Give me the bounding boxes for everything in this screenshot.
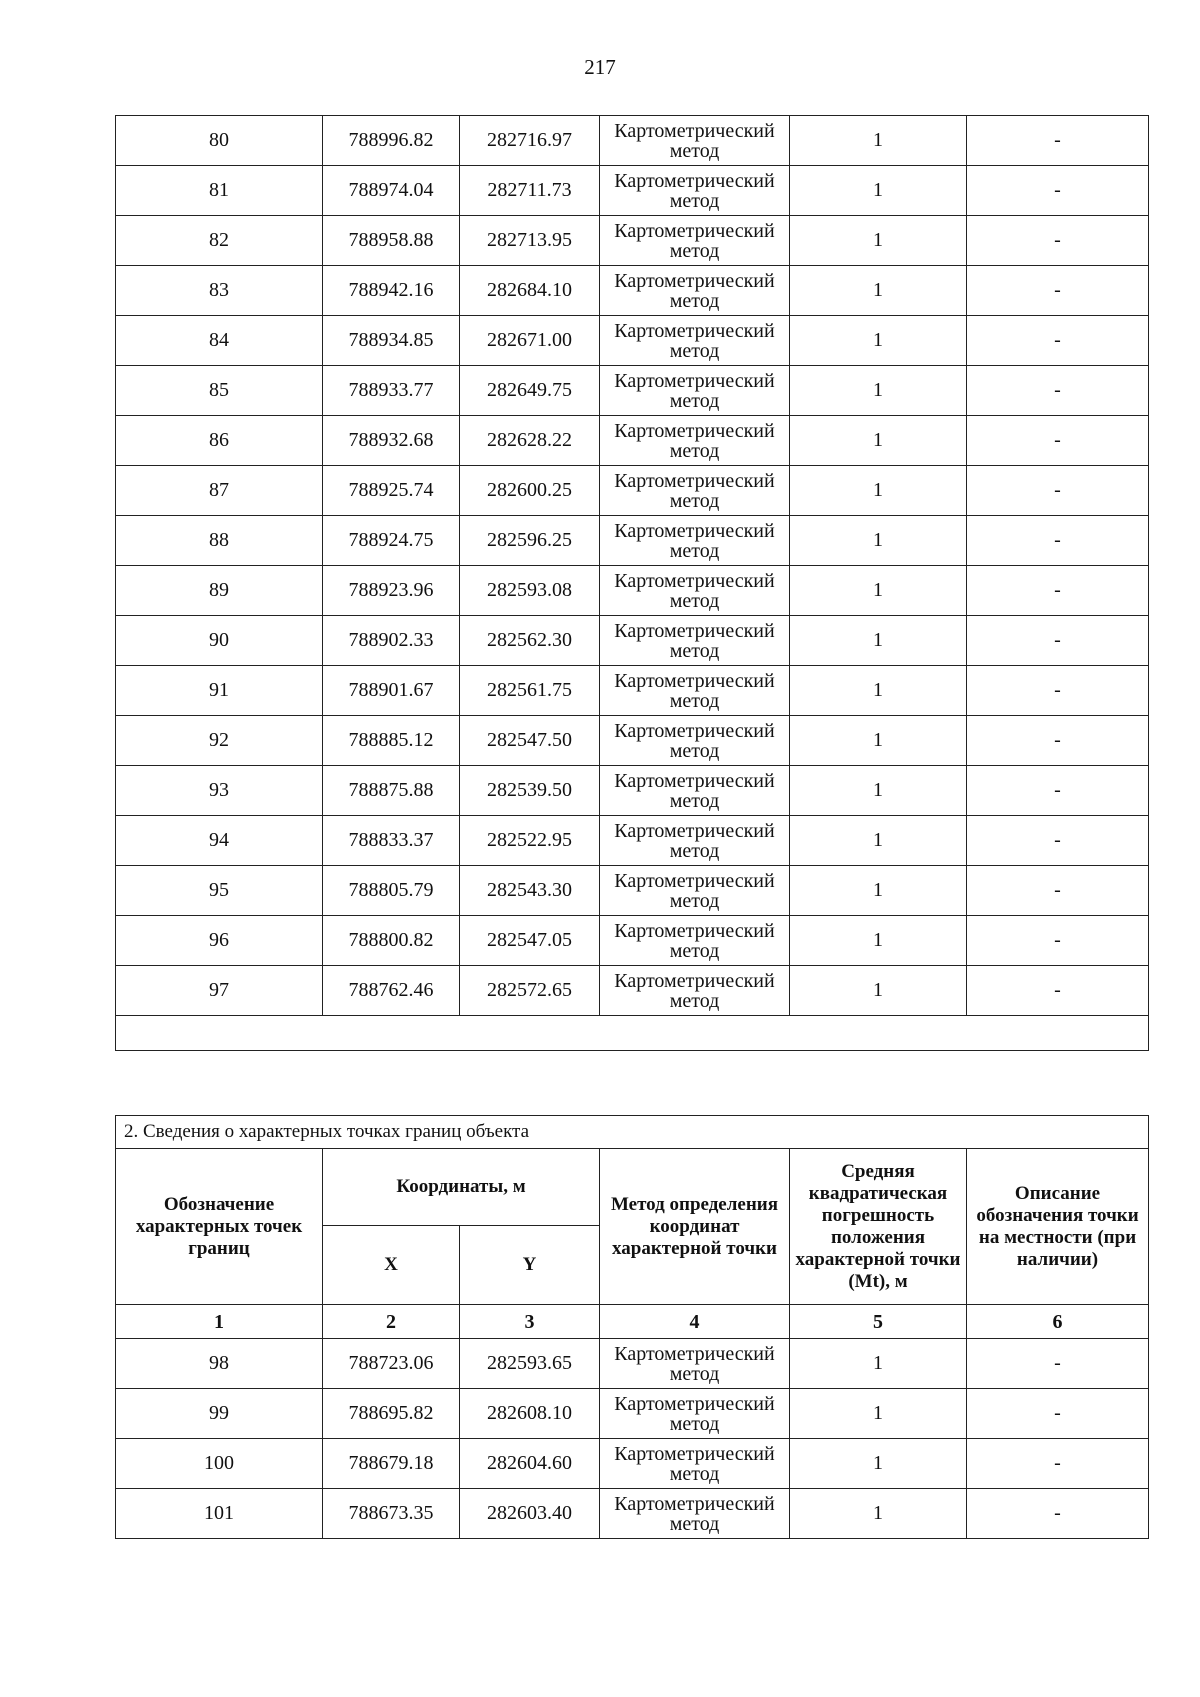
method-text-line: метод	[669, 189, 720, 212]
point-cell: 84	[116, 316, 323, 366]
description-cell: -	[967, 1439, 1149, 1489]
page-number: 217	[584, 55, 616, 79]
method-text-line: метод	[669, 789, 720, 812]
description-cell: -	[967, 716, 1149, 766]
x-coordinate-cell: 788695.82	[323, 1389, 460, 1439]
description-cell: -	[967, 616, 1149, 666]
table-row	[116, 266, 1149, 316]
x-coordinate-cell: 788974.04	[323, 166, 460, 216]
table-row	[116, 1439, 1149, 1489]
mean-error-cell: 1	[790, 616, 967, 666]
table-caption: 2. Сведения о характерных точках границ объекта	[116, 1116, 1149, 1149]
method-text-line: метод	[669, 1512, 720, 1535]
method-text-line: метод	[669, 539, 720, 562]
method-cell	[600, 966, 790, 1016]
method-cell	[600, 616, 790, 666]
method-cell	[600, 816, 790, 866]
header-y: Y	[460, 1226, 600, 1305]
method-text-line: метод	[669, 239, 720, 262]
header-coordinates: Координаты, м	[323, 1149, 600, 1226]
boundary-points-table-continued	[115, 115, 1149, 1051]
y-coordinate-cell: 282596.25	[460, 516, 600, 566]
y-coordinate-cell: 282543.30	[460, 866, 600, 916]
x-coordinate-cell: 788932.68	[323, 416, 460, 466]
y-coordinate-cell: 282593.08	[460, 566, 600, 616]
y-coordinate-cell: 282649.75	[460, 366, 600, 416]
mean-error-cell: 1	[790, 416, 967, 466]
table-row	[116, 1339, 1149, 1389]
method-cell	[600, 766, 790, 816]
method-text-line: Картометрический	[614, 419, 775, 442]
table-row	[116, 666, 1149, 716]
method-cell	[600, 566, 790, 616]
x-coordinate-cell: 788901.67	[323, 666, 460, 716]
description-cell: -	[967, 316, 1149, 366]
x-coordinate-cell: 788902.33	[323, 616, 460, 666]
table-row	[116, 1489, 1149, 1539]
method-text-line: Картометрический	[614, 219, 775, 242]
y-coordinate-cell: 282603.40	[460, 1489, 600, 1539]
point-cell: 94	[116, 816, 323, 866]
method-cell	[600, 666, 790, 716]
x-coordinate-cell: 788942.16	[323, 266, 460, 316]
table-row	[116, 966, 1149, 1016]
point-cell: 85	[116, 366, 323, 416]
point-cell: 97	[116, 966, 323, 1016]
description-cell: -	[967, 766, 1149, 816]
point-cell: 93	[116, 766, 323, 816]
method-text-line: Картометрический	[614, 919, 775, 942]
y-coordinate-cell: 282572.65	[460, 966, 600, 1016]
point-cell: 98	[116, 1339, 323, 1389]
method-cell	[600, 216, 790, 266]
header-mean-error: Средняя квадратическая погрешность положения характерной точки (Mt), м	[790, 1149, 967, 1305]
mean-error-cell: 1	[790, 216, 967, 266]
description-cell: -	[967, 1339, 1149, 1389]
mean-error-cell: 1	[790, 766, 967, 816]
method-text-line: Картометрический	[614, 969, 775, 992]
mean-error-cell: 1	[790, 716, 967, 766]
method-text-line: Картометрический	[614, 769, 775, 792]
header-point-designation: Обозначение характерных точек границ	[116, 1149, 323, 1305]
y-coordinate-cell: 282561.75	[460, 666, 600, 716]
method-text-line: метод	[669, 989, 720, 1012]
y-coordinate-cell: 282608.10	[460, 1389, 600, 1439]
method-text-line: Картометрический	[614, 569, 775, 592]
method-text-line: Картометрический	[614, 269, 775, 292]
point-cell: 100	[116, 1439, 323, 1489]
table-row	[116, 316, 1149, 366]
mean-error-cell: 1	[790, 966, 967, 1016]
header-description: Описание обозначения точки на местности (при наличии)	[967, 1149, 1149, 1305]
mean-error-cell: 1	[790, 566, 967, 616]
point-cell: 82	[116, 216, 323, 266]
method-text-line: Картометрический	[614, 669, 775, 692]
column-number: 6	[967, 1305, 1149, 1339]
x-coordinate-cell: 788925.74	[323, 466, 460, 516]
method-text-line: Картометрический	[614, 719, 775, 742]
x-coordinate-cell: 788833.37	[323, 816, 460, 866]
method-text-line: метод	[669, 589, 720, 612]
x-coordinate-cell: 788800.82	[323, 916, 460, 966]
method-cell	[600, 1439, 790, 1489]
y-coordinate-cell: 282547.05	[460, 916, 600, 966]
method-cell	[600, 1389, 790, 1439]
description-cell: -	[967, 466, 1149, 516]
description-cell: -	[967, 916, 1149, 966]
method-text-line: метод	[669, 1462, 720, 1485]
description-cell: -	[967, 666, 1149, 716]
table-row	[116, 116, 1149, 166]
table-row	[116, 866, 1149, 916]
point-cell: 83	[116, 266, 323, 316]
method-text-line: Картометрический	[614, 1342, 775, 1365]
table-body	[116, 116, 1149, 1016]
table-row	[116, 616, 1149, 666]
method-text-line: метод	[669, 339, 720, 362]
method-text-line: метод	[669, 739, 720, 762]
point-cell: 96	[116, 916, 323, 966]
y-coordinate-cell: 282716.97	[460, 116, 600, 166]
table-row	[116, 366, 1149, 416]
table-row	[116, 716, 1149, 766]
table-body	[116, 1339, 1149, 1539]
header-x: X	[323, 1226, 460, 1305]
x-coordinate-cell: 788924.75	[323, 516, 460, 566]
table-row	[116, 466, 1149, 516]
method-text-line: метод	[669, 889, 720, 912]
method-cell	[600, 916, 790, 966]
x-coordinate-cell: 788958.88	[323, 216, 460, 266]
method-text-line: метод	[669, 1362, 720, 1385]
mean-error-cell: 1	[790, 1389, 967, 1439]
y-coordinate-cell: 282539.50	[460, 766, 600, 816]
boundary-points-table	[115, 1115, 1149, 1539]
column-number: 4	[600, 1305, 790, 1339]
method-text-line: метод	[669, 139, 720, 162]
mean-error-cell: 1	[790, 666, 967, 716]
x-coordinate-cell: 788934.85	[323, 316, 460, 366]
method-cell	[600, 166, 790, 216]
method-text-line: метод	[669, 939, 720, 962]
mean-error-cell: 1	[790, 366, 967, 416]
method-text-line: Картометрический	[614, 1492, 775, 1515]
point-cell: 81	[116, 166, 323, 216]
method-text-line: Картометрический	[614, 1392, 775, 1415]
table-row	[116, 516, 1149, 566]
y-coordinate-cell: 282713.95	[460, 216, 600, 266]
mean-error-cell: 1	[790, 266, 967, 316]
method-text-line: метод	[669, 389, 720, 412]
empty-cell	[116, 1016, 1149, 1051]
column-number: 2	[323, 1305, 460, 1339]
point-cell: 88	[116, 516, 323, 566]
method-cell	[600, 1489, 790, 1539]
description-cell: -	[967, 566, 1149, 616]
mean-error-cell: 1	[790, 1489, 967, 1539]
y-coordinate-cell: 282593.65	[460, 1339, 600, 1389]
description-cell: -	[967, 1489, 1149, 1539]
method-text-line: метод	[669, 839, 720, 862]
description-cell: -	[967, 166, 1149, 216]
method-text-line: Картометрический	[614, 1442, 775, 1465]
table-row	[116, 1389, 1149, 1439]
column-number: 1	[116, 1305, 323, 1339]
mean-error-cell: 1	[790, 1439, 967, 1489]
method-cell	[600, 466, 790, 516]
mean-error-cell: 1	[790, 866, 967, 916]
method-text-line: Картометрический	[614, 819, 775, 842]
y-coordinate-cell: 282547.50	[460, 716, 600, 766]
x-coordinate-cell: 788679.18	[323, 1439, 460, 1489]
mean-error-cell: 1	[790, 1339, 967, 1389]
method-cell	[600, 366, 790, 416]
method-cell	[600, 116, 790, 166]
method-text-line: метод	[669, 689, 720, 712]
mean-error-cell: 1	[790, 466, 967, 516]
description-cell: -	[967, 366, 1149, 416]
y-coordinate-cell: 282684.10	[460, 266, 600, 316]
method-text-line: Картометрический	[614, 619, 775, 642]
mean-error-cell: 1	[790, 166, 967, 216]
method-text-line: Картометрический	[614, 519, 775, 542]
table-row	[116, 566, 1149, 616]
point-cell: 89	[116, 566, 323, 616]
method-cell	[600, 866, 790, 916]
mean-error-cell: 1	[790, 516, 967, 566]
x-coordinate-cell: 788923.96	[323, 566, 460, 616]
x-coordinate-cell: 788723.06	[323, 1339, 460, 1389]
point-cell: 87	[116, 466, 323, 516]
y-coordinate-cell: 282562.30	[460, 616, 600, 666]
x-coordinate-cell: 788875.88	[323, 766, 460, 816]
method-text-line: Картометрический	[614, 369, 775, 392]
mean-error-cell: 1	[790, 116, 967, 166]
table-row	[116, 766, 1149, 816]
description-cell: -	[967, 416, 1149, 466]
table-row	[116, 916, 1149, 966]
point-cell: 99	[116, 1389, 323, 1439]
description-cell: -	[967, 866, 1149, 916]
point-cell: 95	[116, 866, 323, 916]
x-coordinate-cell: 788673.35	[323, 1489, 460, 1539]
point-cell: 86	[116, 416, 323, 466]
mean-error-cell: 1	[790, 916, 967, 966]
x-coordinate-cell: 788885.12	[323, 716, 460, 766]
column-number: 5	[790, 1305, 967, 1339]
method-text-line: Картометрический	[614, 869, 775, 892]
method-cell	[600, 316, 790, 366]
x-coordinate-cell: 788933.77	[323, 366, 460, 416]
method-cell	[600, 716, 790, 766]
description-cell: -	[967, 116, 1149, 166]
point-cell: 101	[116, 1489, 323, 1539]
y-coordinate-cell: 282711.73	[460, 166, 600, 216]
description-cell: -	[967, 516, 1149, 566]
y-coordinate-cell: 282671.00	[460, 316, 600, 366]
method-cell	[600, 516, 790, 566]
method-text-line: Картометрический	[614, 319, 775, 342]
method-cell	[600, 416, 790, 466]
method-text-line: метод	[669, 289, 720, 312]
point-cell: 80	[116, 116, 323, 166]
description-cell: -	[967, 216, 1149, 266]
y-coordinate-cell: 282604.60	[460, 1439, 600, 1489]
y-coordinate-cell: 282522.95	[460, 816, 600, 866]
y-coordinate-cell: 282600.25	[460, 466, 600, 516]
point-cell: 90	[116, 616, 323, 666]
method-text-line: метод	[669, 489, 720, 512]
mean-error-cell: 1	[790, 316, 967, 366]
description-cell: -	[967, 1389, 1149, 1439]
y-coordinate-cell: 282628.22	[460, 416, 600, 466]
description-cell: -	[967, 266, 1149, 316]
mean-error-cell: 1	[790, 816, 967, 866]
description-cell: -	[967, 816, 1149, 866]
point-cell: 92	[116, 716, 323, 766]
method-text-line: Картометрический	[614, 119, 775, 142]
x-coordinate-cell: 788762.46	[323, 966, 460, 1016]
table-row	[116, 166, 1149, 216]
table-empty-row	[116, 1016, 1149, 1051]
method-cell	[600, 1339, 790, 1389]
method-cell	[600, 266, 790, 316]
table-row	[116, 216, 1149, 266]
x-coordinate-cell: 788805.79	[323, 866, 460, 916]
method-text-line: Картометрический	[614, 169, 775, 192]
point-cell: 91	[116, 666, 323, 716]
table-row	[116, 816, 1149, 866]
description-cell: -	[967, 966, 1149, 1016]
method-text-line: метод	[669, 1412, 720, 1435]
table-row	[116, 416, 1149, 466]
method-text-line: метод	[669, 439, 720, 462]
method-text-line: метод	[669, 639, 720, 662]
header-method: Метод определения координат характерной точки	[600, 1149, 790, 1305]
column-number: 3	[460, 1305, 600, 1339]
x-coordinate-cell: 788996.82	[323, 116, 460, 166]
method-text-line: Картометрический	[614, 469, 775, 492]
